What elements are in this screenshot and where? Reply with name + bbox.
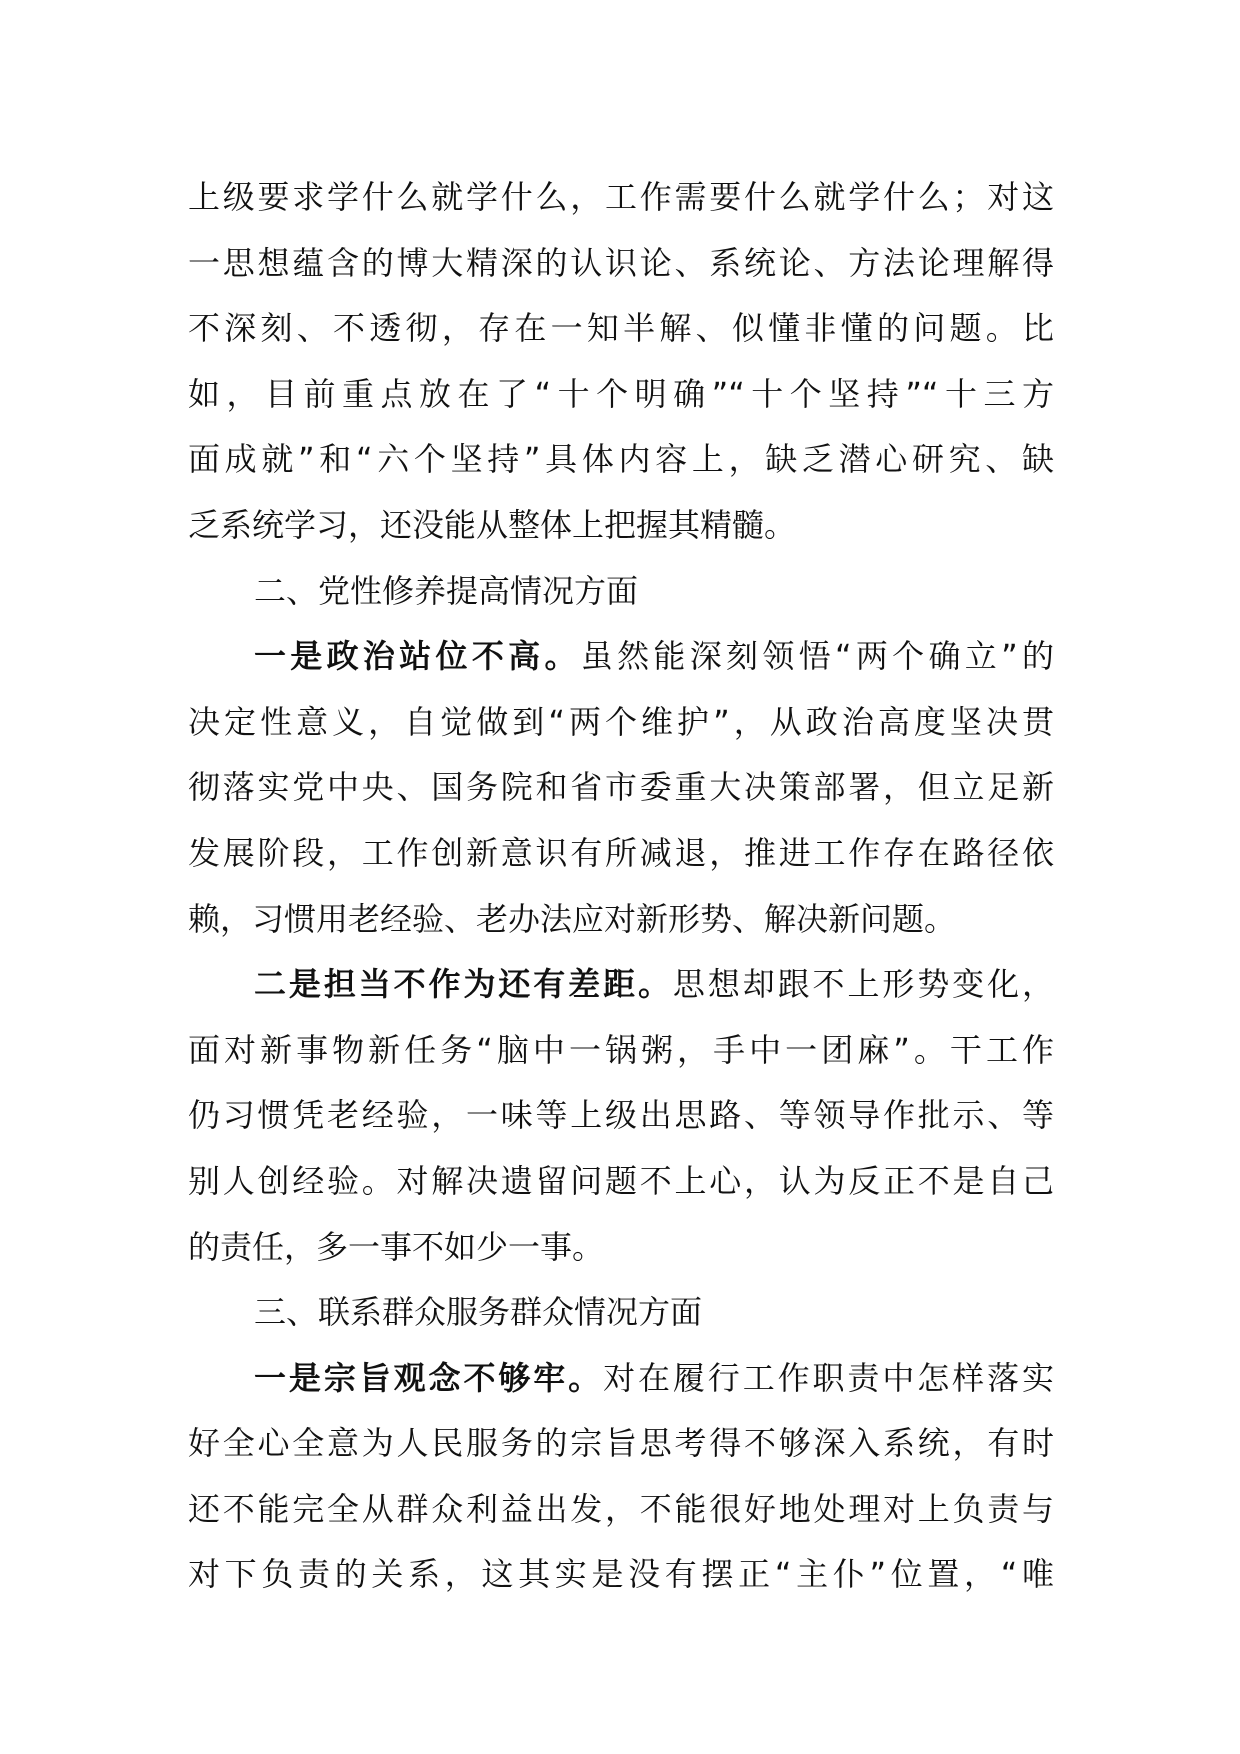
text-line — [188, 1346, 1054, 1412]
text-run: 思想却跟不上形势变化， — [672, 965, 1054, 1004]
paragraph-3 — [188, 952, 1054, 1280]
bold-lead: 一是政治站位不高。 — [254, 637, 581, 676]
text-line: 发展阶段，工作创新意识有所减退，推进工作存在路径依 — [188, 833, 1054, 872]
text-line: 对下负责的关系，这其实是没有摆正“主仆”位置，“唯 — [188, 1555, 1054, 1594]
text-line: 如，目前重点放在了“十个明确”“十个坚持”“十三方 — [188, 374, 1054, 413]
section-heading: 三、联系群众服务群众情况方面 — [254, 1293, 703, 1332]
text-line: 乏系统学习，还没能从整体上把握其精髓。 — [188, 505, 797, 544]
text-line: 好全心全意为人民服务的宗旨思考得不够深入系统，有时 — [188, 1424, 1054, 1463]
paragraph-2 — [188, 624, 1054, 952]
text-line: 决定性意义，自觉做到“两个维护”，从政治高度坚决贯 — [188, 702, 1054, 741]
section-heading: 二、党性修养提高情况方面 — [254, 571, 639, 610]
bold-lead: 二是担当不作为还有差距。 — [254, 965, 673, 1004]
text-line: 还不能完全从群众利益出发，不能很好地处理对上负责与 — [188, 1489, 1054, 1528]
text-line: 的责任，多一事不如少一事。 — [188, 1227, 605, 1266]
text-line — [188, 624, 1054, 690]
text-line: 不深刻、不透彻，存在一知半解、似懂非懂的问题。比 — [188, 309, 1054, 348]
text-line: 上级要求学什么就学什么，工作需要什么就学什么；对这 — [188, 178, 1054, 216]
text-line: 别人创经验。对解决遗留问题不上心，认为反正不是自己 — [188, 1161, 1054, 1200]
paragraph-1 — [188, 165, 1054, 559]
document-body — [188, 165, 1054, 1608]
text-line: 一思想蕴含的博大精深的认识论、系统论、方法论理解得 — [188, 243, 1054, 282]
paragraph-4 — [188, 1346, 1054, 1608]
text-line: 彻落实党中央、国务院和省市委重大决策部署，但立足新 — [188, 768, 1054, 807]
text-line: 仍习惯凭老经验，一味等上级出思路、等领导作批示、等 — [188, 1096, 1054, 1135]
text-line — [188, 952, 1054, 1018]
text-line: 赖，习惯用老经验、老办法应对新形势、解决新问题。 — [188, 899, 957, 938]
text-line: 面对新事物新任务“脑中一锅粥，手中一团麻”。干工作 — [188, 1030, 1054, 1069]
text-run: 对在履行工作职责中怎样落实 — [603, 1358, 1054, 1397]
text-run: 虽然能深刻领悟“两个确立”的 — [580, 637, 1054, 676]
text-line: 面成就”和“六个坚持”具体内容上，缺乏潜心研究、缺 — [188, 440, 1054, 479]
bold-lead: 一是宗旨观念不够牢。 — [254, 1358, 604, 1397]
